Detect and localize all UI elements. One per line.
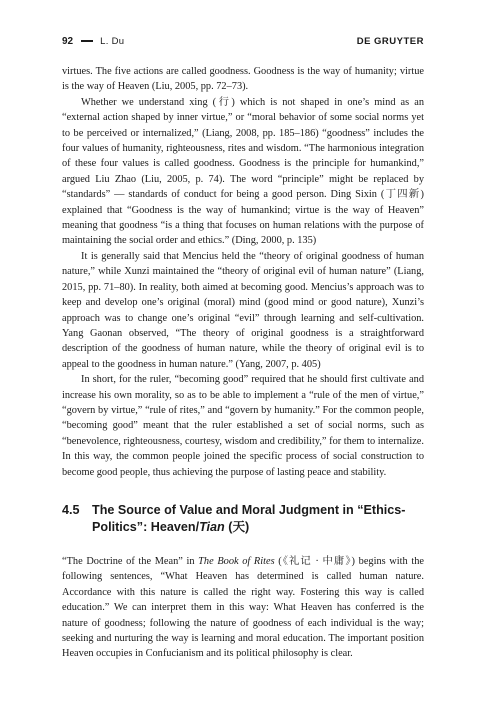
- body-text: [62, 64, 424, 662]
- section-title-prefix: The Source of Value and Moral Judgment in “Ethics-Politics”: Heaven/: [92, 502, 406, 534]
- section-heading: [62, 502, 424, 536]
- doctrine-text-start: “The Doctrine of the Mean” in: [62, 555, 199, 567]
- book-of-rites-title: The Book of Rites: [198, 555, 275, 567]
- section-number: 4.5: [62, 502, 80, 517]
- section-title-tian: Tian: [199, 519, 225, 534]
- paragraph-continued: virtues. The five actions are called goodness. Goodness is the way of humanity; virtue is the way of Heaven (Liu, 2005, pp. 72–73).: [62, 66, 424, 93]
- paragraph-becoming-good: In short, for the ruler, “becoming good” required that he should first cultivate and increase his own morality, so as to be able to implement a “rule of the men of virtue,” “govern by virtue,” “rule of rites,” and “govern by humanity.” For the common people, “becoming good” meant that the ruler established a set of social norms, such as “benevolence, righteousness, courtesy, wisdom and credibility,” for them to internalize. In this way, the common people joined the specific process of social construction to become good people, thus achieving the purpose of lasting peace and stability.: [62, 374, 424, 478]
- section-title: [92, 502, 424, 536]
- page-number: 92: [62, 35, 74, 47]
- paragraph-doctrine-of-mean: [62, 554, 424, 662]
- running-header: [62, 34, 424, 48]
- doctrine-text-rest: (《礼记 · 中庸》) begins with the following sentences, “What Heaven has determined is called human nature. Accordance with this nature is called the right way. Fostering this way is called education.” We can interpret them in this way: What Heaven has conferred is the nature of goodness; following the nature of goodness of each individual is the way; seeking and nurturing the way is learning and moral education. The important position Heaven occupies in Confucianism and its political philosophy is clear.: [62, 555, 424, 660]
- publisher-name: DE GRUYTER: [356, 35, 424, 47]
- paragraph-xing: Whether we understand xing (行) which is not shaped in one’s mind as an “external action shaped by inner virtue,” or “moral behavior of some social norms yet to be perceived or internalized,” (Liang, 2008, pp. 185–186) “goodness” includes the four values of humanity, righteousness, rites and wisdom. “The harmonious integration of these four values is called goodness. Goodness is the principle for humankind,” argued Liu Zhao (Liu, 2005, p. 74). The word “principle” might be replaced by “standards” — standards of conduct for being a good person. Ding Sixin (丁四新) explained that “Goodness is the way of humankind; virtue is the way of Heaven” meaning that goodness “is a thing that focuses on human relations with the purpose of maintaining the social order and ethics.” (Ding, 2000, p. 135): [62, 96, 424, 247]
- section-title-suffix: (天): [224, 519, 250, 534]
- running-author: L. Du: [100, 35, 125, 47]
- header-dash: [81, 40, 93, 42]
- paragraph-mencius-xunzi: It is generally said that Mencius held the “theory of original goodness of human nature,” while Xunzi maintained the “theory of original evil of human nature” (Liang, 2015, pp. 71–80). In reality, both aimed at becoming good. Mencius’s approach was to keep and develop one’s original (moral) mind (good mind or good nature), Xunzi’s approach was to change one’s original “evil” through learning and self-cultivation. Yang Gaonan observed, “The theory of original goodness is a straightforward description of the goodness of human nature, while the theory of original evil is to appeal to the goodness in human nature.” (Yang, 2007, p. 405): [62, 250, 424, 370]
